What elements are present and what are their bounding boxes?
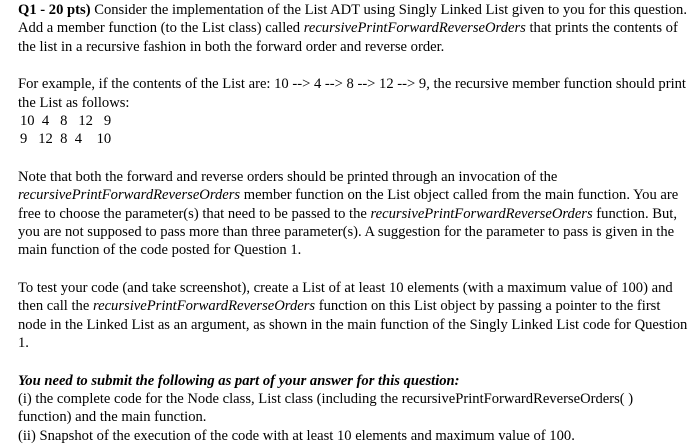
note-paragraph [18, 168, 688, 260]
note-text-1: Note that both the forward and reverse orders should be printed through an invocation of the [18, 169, 557, 185]
question-paragraph [18, 1, 688, 56]
test-paragraph [18, 279, 688, 353]
question-intro-text-1: Consider the implementation of the List ADT using Singly Linked List given to you for this question. Add a member function (to the List class) called [18, 2, 687, 36]
submit-item-1: (i) the complete code for the Node class, List class (including the recursivePrintForwardReverseOrders( ) function) and the main function. [18, 391, 633, 425]
function-name: recursivePrintForwardReverseOrders [93, 298, 315, 314]
question-document [18, 1, 688, 445]
question-heading: Q1 - 20 pts) [18, 2, 91, 18]
test-text-1: To test your code (and take screenshot), create a List of at least 10 elements (with a maximum value of 100) and then call the [18, 280, 673, 314]
example-paragraph [18, 75, 688, 149]
function-name: recursivePrintForwardReverseOrders [18, 187, 240, 203]
submit-item-2: (ii) Snapshot of the execution of the code with at least 10 elements and maximum value of 100. [18, 428, 575, 444]
function-name: recursivePrintForwardReverseOrders [304, 20, 526, 36]
question-intro-text-2: that prints the contents of the list in a recursive fashion in both the forward order and reverse order. [18, 20, 678, 54]
test-text-2: function on this List object by passing a pointer to the first node in the Linked List as an argument, as shown in the main function of the Singly Linked List code for Question 1. [18, 298, 687, 351]
example-reverse-output: 9 12 8 4 10 [18, 130, 688, 148]
note-text-2: member function on the List object called from the main function. You are free to choose the parameter(s) that need to be passed to the [18, 187, 678, 221]
function-name: recursivePrintForwardReverseOrders [371, 206, 593, 222]
example-forward-output: 10 4 8 12 9 [18, 112, 688, 130]
example-sentence: For example, if the contents of the List are: 10 --> 4 --> 8 --> 12 --> 9, the recursive member function should print the List as follows: [18, 76, 686, 110]
submit-heading: You need to submit the following as part of your answer for this question: [18, 373, 460, 389]
submit-paragraph [18, 372, 688, 445]
note-text-3: function. But, you are not supposed to pass more than three parameter(s). A suggestion for the parameter to pass is given in the main function of the code posted for Question 1. [18, 206, 677, 259]
